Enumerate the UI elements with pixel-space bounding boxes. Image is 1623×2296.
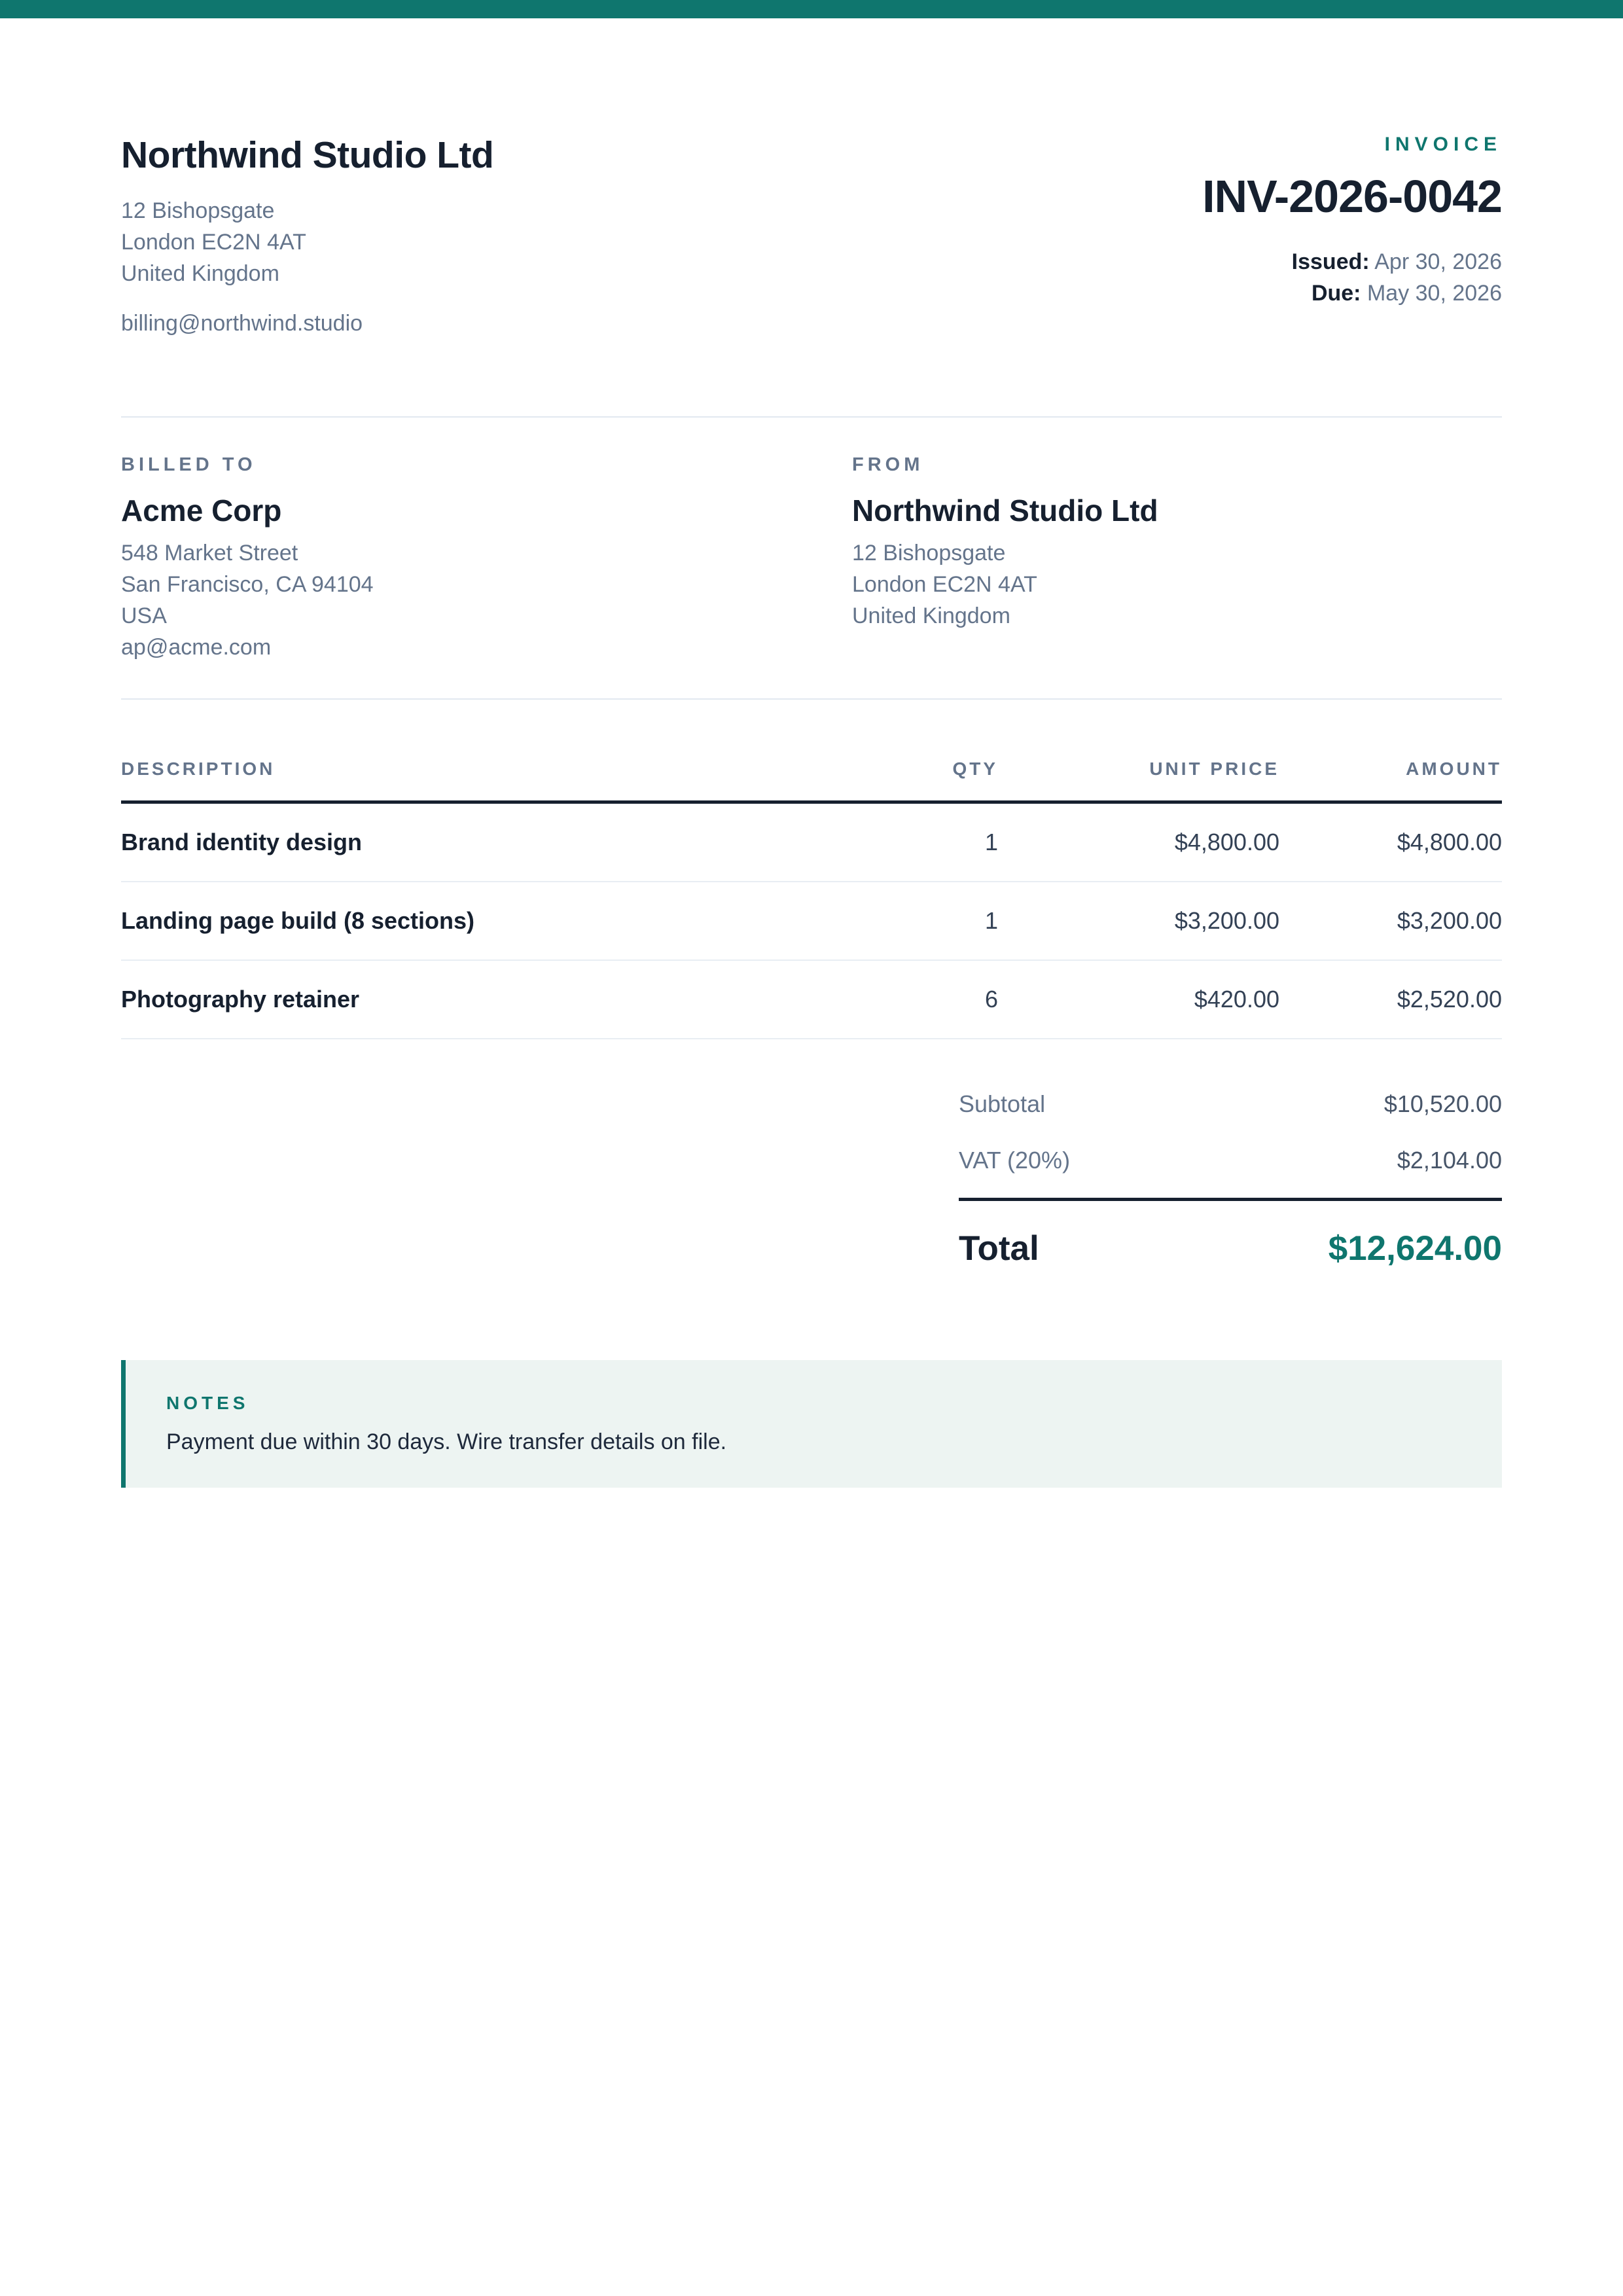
from-name: Northwind Studio Ltd [852,493,1158,528]
vat-label: VAT (20%) [959,1147,1071,1174]
item-qty: 6 [834,960,998,1039]
item-amount: $2,520.00 [1279,960,1502,1039]
item-description: Brand identity design [121,802,834,882]
seller-address [121,195,493,289]
description-column-header: DESCRIPTION [121,759,834,802]
seller-company-name: Northwind Studio Ltd [121,134,494,176]
billed-to-name: Acme Corp [121,493,282,528]
line-items-header [121,759,1502,802]
from-address-line: London EC2N 4AT [852,572,1037,597]
document-type-label: INVOICE [1384,134,1502,155]
notes-callout [121,1360,1502,1488]
total-label: Total [959,1229,1039,1268]
item-amount: $3,200.00 [1279,882,1502,960]
due-date-row [1202,278,1502,309]
unit-price-column-header: UNIT PRICE [998,759,1279,802]
issued-date-row [1202,246,1502,278]
seller-email: billing@northwind.studio [121,311,363,336]
table-row [121,802,1502,882]
billed-to-address [121,537,812,663]
from-address [852,537,1502,632]
billed-to-address-line: 548 Market Street [121,541,298,565]
from-address-line: United Kingdom [852,603,1010,628]
total-value: $12,624.00 [1328,1229,1502,1268]
billed-to-address-line: USA [121,603,167,628]
header-row [121,759,1502,802]
seller-block [121,134,493,339]
item-unit-price: $3,200.00 [998,882,1279,960]
item-description: Landing page build (8 sections) [121,882,834,960]
invoice-dates [1202,246,1502,309]
seller-address-line: London EC2N 4AT [121,230,306,255]
subtotal-row [959,1076,1502,1132]
vat-value: $2,104.00 [1397,1147,1502,1174]
table-row [121,882,1502,960]
subtotal-label: Subtotal [959,1090,1046,1117]
subtotal-value: $10,520.00 [1383,1090,1502,1117]
billed-to-block [121,454,812,663]
billed-to-email: ap@acme.com [121,635,272,660]
line-items-table [121,759,1502,1039]
due-value: May 30, 2026 [1366,281,1502,306]
invoice-header [121,134,1502,339]
line-items-body [121,802,1502,1039]
invoice-body [0,134,1623,1488]
section-divider [121,416,1502,418]
qty-column-header: QTY [834,759,998,802]
from-block [812,454,1502,663]
item-amount: $4,800.00 [1279,802,1502,882]
item-qty: 1 [834,882,998,960]
seller-address-line: United Kingdom [121,261,279,286]
item-description: Photography retainer [121,960,834,1039]
from-address-line: 12 Bishopsgate [852,541,1006,565]
invoice-number: INV-2026-0042 [1202,171,1502,222]
invoice-id-block [1202,134,1502,309]
grand-total-row [959,1201,1502,1268]
totals-section [959,1076,1502,1268]
item-qty: 1 [834,802,998,882]
seller-address-line: 12 Bishopsgate [121,198,275,223]
accent-top-bar [0,0,1623,18]
section-divider [121,698,1502,700]
parties-section [121,454,1502,663]
billed-to-label: BILLED TO [121,454,257,475]
from-label: FROM [852,454,924,475]
table-row [121,960,1502,1039]
item-unit-price: $4,800.00 [998,802,1279,882]
notes-label: NOTES [166,1393,249,1413]
vat-row [959,1132,1502,1189]
billed-to-address-line: San Francisco, CA 94104 [121,572,374,597]
notes-body: Payment due within 30 days. Wire transfer details on file. [166,1429,727,1454]
issued-label: Issued: [1291,249,1370,274]
amount-column-header: AMOUNT [1279,759,1502,802]
due-label: Due: [1311,281,1361,306]
issued-value: Apr 30, 2026 [1374,249,1502,274]
item-unit-price: $420.00 [998,960,1279,1039]
